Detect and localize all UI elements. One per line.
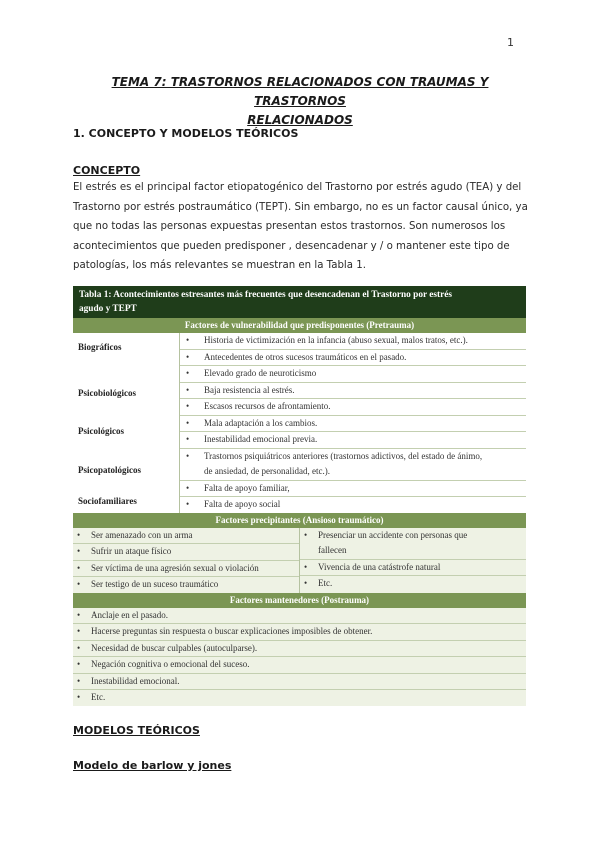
list-item: • Anclaje en el pasado. — [73, 608, 526, 624]
caption-line-2: agudo y TEPT — [79, 304, 137, 314]
caption-line-1: Tabla 1: Acontecimientos estresantes más frecuentes que desencadenan el Trastorno por estrés — [79, 290, 452, 300]
category-psicopatologicos: Psicopatológicos — [78, 465, 141, 475]
category-psicobiologicos: Psicobiológicos — [78, 388, 136, 398]
precipitating-left — [73, 528, 299, 593]
list-item: • Etc. — [300, 575, 526, 592]
band-precipitating: Factores precipitantes (Ansioso traumático) — [73, 513, 526, 528]
list-item: • Falta de apoyo familiar, — [180, 480, 526, 497]
barlow-heading: Modelo de barlow y jones — [73, 759, 232, 772]
list-item-text: fallecen — [318, 545, 347, 555]
list-item: • Necesidad de buscar culpables (autoculparse). — [73, 640, 526, 657]
list-item: • Antecedentes de otros sucesos traumáticos en el pasado. — [180, 349, 526, 366]
list-item: • Hacerse preguntas sin respuesta o buscar explicaciones imposibles de obtener. — [73, 623, 526, 640]
list-item: • Elevado grado de neuroticismo — [180, 365, 526, 382]
vulnerability-grid — [73, 333, 526, 513]
list-item: • Mala adaptación a los cambios. — [180, 415, 526, 432]
category-column — [73, 333, 180, 513]
precipitating-right — [299, 528, 526, 593]
vulnerability-items — [180, 333, 526, 513]
title-line-1: TEMA 7: TRASTORNOS RELACIONADOS CON TRAUMAS Y TRASTORNOS — [111, 75, 489, 108]
page-title — [80, 73, 520, 130]
list-item: • Escasos recursos de afrontamiento. — [180, 398, 526, 415]
list-item-cont — [300, 543, 526, 559]
band-maintaining: Factores mantenedores (Postrauma) — [73, 593, 526, 608]
list-item-cont — [180, 464, 526, 480]
page-number: 1 — [507, 36, 514, 49]
title-line-2: RELACIONADOS — [247, 113, 353, 127]
table-caption — [73, 286, 526, 318]
precipitating-grid — [73, 528, 526, 593]
modelos-heading: MODELOS TEÓRICOS — [73, 724, 200, 737]
table-1 — [73, 286, 526, 706]
list-item: • Sufrir un ataque físico — [73, 543, 299, 560]
category-psicologicos: Psicológicos — [78, 426, 124, 436]
list-item: • Etc. — [73, 689, 526, 706]
paragraph-line: Trastorno por estrés postraumático (TEPT). Sin embargo, no es un factor causal único, ya — [73, 201, 528, 213]
list-item: • Vivencia de una catástrofe natural — [300, 559, 526, 576]
paragraph-line: que no todas las personas expuestas presentan estos trastornos. Son numerosos los — [73, 221, 506, 232]
category-sociofamiliares: Sociofamiliares — [78, 496, 137, 506]
list-item: • Negación cognitiva o emocional del suceso. — [73, 656, 526, 673]
concepto-heading: CONCEPTO — [73, 164, 141, 177]
list-item: • Ser amenazado con un arma — [73, 528, 299, 544]
list-item-text: de ansiedad, de personalidad, etc.). — [204, 466, 330, 476]
list-item: • Baja resistencia al estrés. — [180, 382, 526, 399]
maintaining-items — [73, 608, 526, 706]
list-item: • Presenciar un accidente con personas que — [300, 528, 526, 544]
band-vulnerability: Factores de vulnerabilidad que predisponentes (Pretrauma) — [73, 318, 526, 333]
paragraph-line: El estrés es el principal factor etiopatogénico del Trastorno por estrés agudo (TEA) y del — [73, 182, 522, 193]
category-biograficos: Biográficos — [78, 342, 122, 352]
list-item: • Inestabilidad emocional. — [73, 673, 526, 690]
section-heading: 1. CONCEPTO Y MODELOS TEÓRICOS — [73, 127, 299, 140]
paragraph-line: patologías, los más relevantes se muestran en la Tabla 1. — [73, 260, 366, 271]
list-item: • Historia de victimización en la infancia (abuso sexual, malos tratos, etc.). — [180, 333, 526, 349]
list-item: • Falta de apoyo social — [180, 496, 526, 513]
list-item: • Ser víctima de una agresión sexual o violación — [73, 560, 299, 577]
list-item: • Ser testigo de un suceso traumático — [73, 576, 299, 593]
list-item: • Trastornos psiquiátricos anteriores (trastornos adictivos, del estado de ánimo, — [180, 448, 526, 465]
list-item: • Inestabilidad emocional previa. — [180, 431, 526, 448]
intro-paragraph — [73, 178, 527, 276]
paragraph-line: acontecimientos que pueden predisponer , desencadenar y / o mantener este tipo de — [73, 240, 510, 252]
